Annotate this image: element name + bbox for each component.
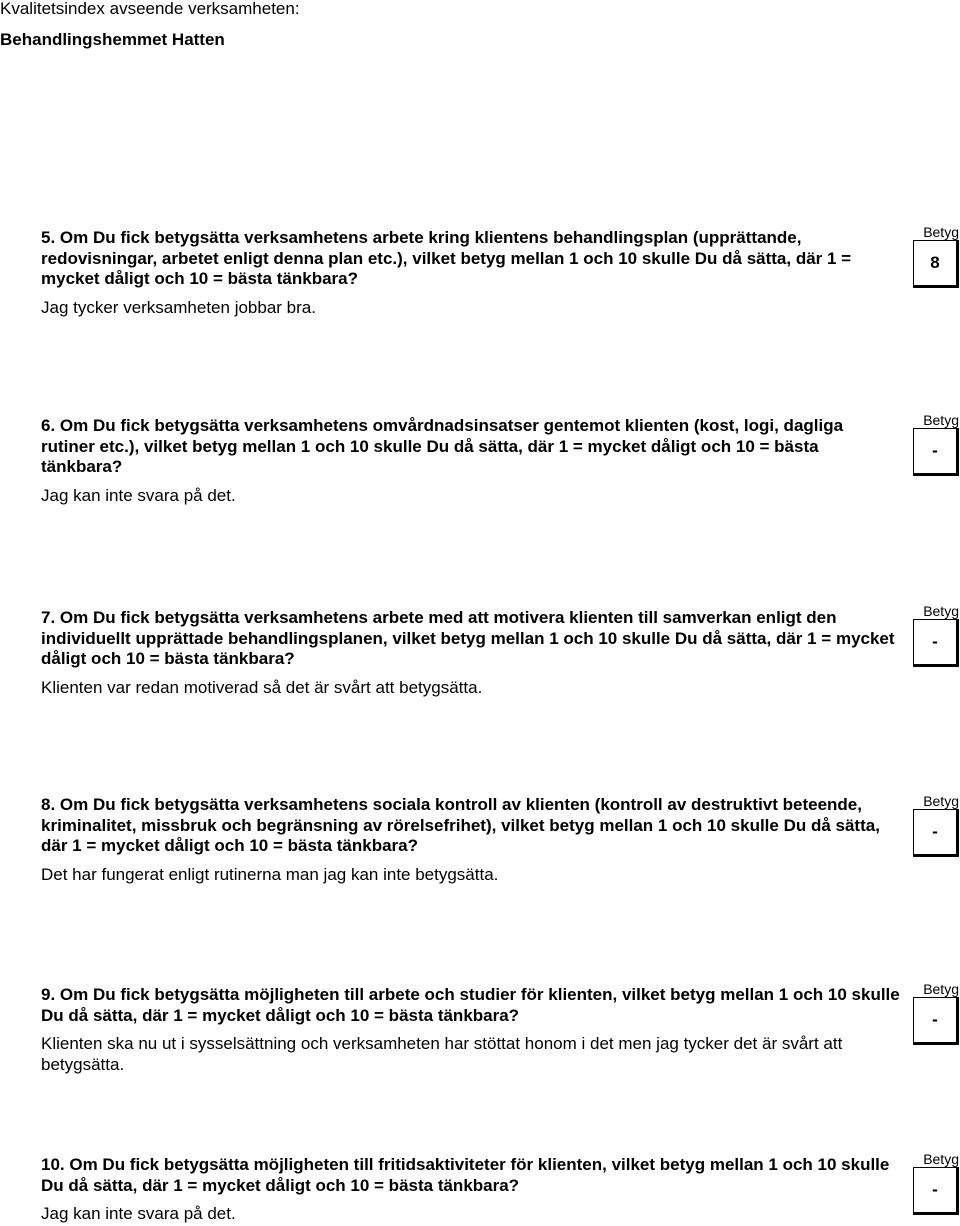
question-answer: Jag tycker verksamheten jobbar bra.	[41, 297, 316, 317]
grade-7	[913, 603, 959, 667]
grade-box: -	[913, 619, 959, 667]
grade-box: -	[913, 428, 959, 476]
grade-5	[913, 224, 959, 288]
grade-label: Betyg	[923, 981, 959, 997]
question-text: 5. Om Du fick betygsätta verksamhetens arbete kring klientens behandlingsplan (upprättande, redovisningar, arbetet enligt denna plan etc.), vilket betyg mellan 1 och 10 skulle Du då sätta, där 1 = mycket dåligt och 10 = bästa tänkbara?	[41, 228, 852, 288]
question-answer: Jag kan inte svara på det.	[41, 485, 236, 505]
grade-label: Betyg	[923, 793, 959, 809]
question-answer: Det har fungerat enligt rutinerna man jag kan inte betygsätta.	[41, 864, 499, 884]
grade-6	[913, 412, 959, 476]
grade-box: -	[913, 997, 959, 1045]
grade-box: -	[913, 809, 959, 857]
question-5	[41, 228, 901, 318]
document-title: Kvalitetsindex avseende verksamheten:	[0, 0, 300, 18]
grade-8	[913, 793, 959, 857]
question-answer: Jag kan inte svara på det.	[41, 1204, 236, 1223]
grade-label: Betyg	[923, 412, 959, 428]
grade-box: -	[913, 1167, 959, 1215]
grade-label: Betyg	[923, 224, 959, 240]
grade-10	[913, 1151, 959, 1215]
question-answer: Klienten ska nu ut i sysselsättning och verksamheten har stöttat honom i det men jag tycker det är svårt att betygsätta.	[41, 1034, 843, 1074]
question-text: 7. Om Du fick betygsätta verksamhetens arbete med att motivera klienten till samverkan enligt den individuellt upprättade behandlingsplanen, vilket betyg mellan 1 och 10 skulle Du då sätta, där 1 = mycket dåligt och 10 = bästa tänkbara?	[41, 608, 895, 668]
question-text: 9. Om Du fick betygsätta möjligheten till arbete och studier för klienten, vilket betyg mellan 1 och 10 skulle Du då sätta, där 1 = mycket dåligt och 10 = bästa tänkbara?	[41, 985, 900, 1025]
question-text: 6. Om Du fick betygsätta verksamhetens omvårdnadsinsatser gentemot klienten (kost, logi, dagliga rutiner etc.), vilket betyg mellan 1 och 10 skulle Du då sätta, där 1 = mycket dåligt och 10 = bästa tänkbara?	[41, 416, 844, 476]
question-text: 8. Om Du fick betygsätta verksamhetens sociala kontroll av klienten (kontroll av destruktivt beteende, kriminalitet, missbruk och begränsning av rörelsefrihet), vilket betyg mellan 1 och 10 skulle Du då sätta, där 1 = mycket dåligt och 10 = bästa tänkbara?	[41, 795, 880, 855]
grade-9	[913, 981, 959, 1045]
question-text: 10. Om Du fick betygsätta möjligheten till fritidsaktiviteter för klienten, vilket betyg mellan 1 och 10 skulle Du då sätta, där 1 = mycket dåligt och 10 = bästa tänkbara?	[41, 1155, 890, 1195]
question-10	[41, 1155, 901, 1225]
question-answer: Klienten var redan motiverad så det är svårt att betygsätta.	[41, 677, 483, 697]
document-subtitle: Behandlingshemmet Hatten	[0, 30, 225, 49]
question-8	[41, 795, 901, 885]
grade-label: Betyg	[923, 1151, 959, 1167]
question-9	[41, 985, 901, 1075]
question-6	[41, 416, 901, 506]
grade-label: Betyg	[923, 603, 959, 619]
question-7	[41, 608, 901, 698]
grade-box: 8	[913, 240, 959, 288]
